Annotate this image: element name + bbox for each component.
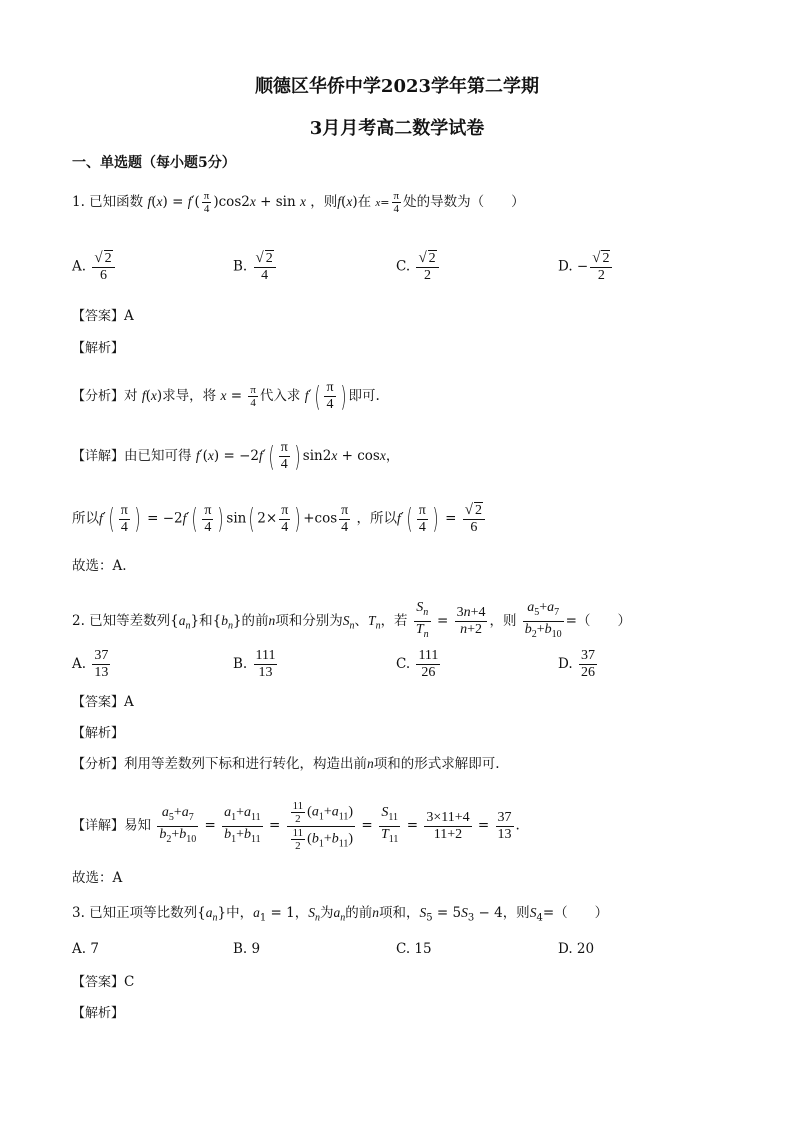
question-3-stem: 3. 已知正项等比数列$\{a_n\}$中，$a_1 = 1$，$S_n$为$a_n$的前n项和，$S_5 = 5S_3 - 4$，则$S_4=$（ ）	[72, 905, 609, 924]
q1-jiexi: 【解析】	[72, 341, 125, 356]
q3-option-c[interactable]: C. 15	[396, 941, 432, 957]
q1-answer: 【答案】A	[72, 308, 134, 324]
q3-option-b[interactable]: B. 9	[233, 941, 261, 957]
q2-xiangjie: 【详解】易知 $\frac{a_5+a_7}{b_2+b_{10}}$ = $\frac{a_1+a_{11}}{b_1+b_{11}}$ = $\frac{11}{2}$ $(a_1+a_{11})$ $\frac{11}{2}$ $(b_1+b_{11})$ = $\frac{S_{11}}{T_{11}}$ = $\frac{3\times 11+4}{11+2}$ = $\frac{37}{13}$ .	[72, 800, 520, 852]
q2-answer: 【答案】A	[72, 694, 134, 710]
section-heading: 一、单选题（每小题5分）	[72, 155, 236, 171]
q1-choose: 故选：A.	[72, 558, 127, 574]
q3-option-a[interactable]: A. 7	[72, 941, 99, 957]
q1-derivation: 所以f′( $\frac{\pi}{4}$ ) = −2f′( $\frac{\pi}{4}$ ) sin( 2× $\frac{\pi}{4}$ ) +cos $\frac{\pi}{4}$ ，所以f′( $\frac{\pi}{4}$ ) = $\frac{√ 2}{6}$	[72, 502, 487, 536]
q2-choose: 故选：A	[72, 870, 123, 886]
q1-fenxi: 【分析】对 f(x)求导，将 x = $\frac{\pi}{4}$ 代入求 f′( $\frac{\pi}{4}$ ) 即可.	[72, 379, 380, 413]
q1-option-c[interactable]: C. $\frac{√ 2}{2}$	[396, 250, 441, 284]
q3-jiexi: 【解析】	[72, 1006, 125, 1021]
q2-option-a[interactable]: A. $\frac{37}{13}$	[72, 648, 109, 680]
q2-option-d[interactable]: D. $\frac{37}{26}$	[558, 648, 595, 680]
q2-option-b[interactable]: B. $\frac{111}{13}$	[233, 648, 276, 680]
question-2-stem: 2. 已知等差数列$\{a_n\}$和$\{b_n\}$的前n项和分别为$S_n$、$T_n$，若 $\frac{S_n}{T_n}$ = $\frac{3n+4}{n+2}$ ，则 $\frac{a_5+a_7}{b_2+b_{10}}$ =（ ）	[72, 600, 631, 640]
q1-option-d[interactable]: D. − $\frac{√ 2}{2}$	[558, 250, 614, 284]
question-1-stem: 1. 已知函数 f(x) = f′( $\frac{\pi}{4}$ )cos2x + sin x ，则f(x)在 x= $\frac{\pi}{4}$ 处的导数为（ ）	[72, 190, 525, 215]
q2-jiexi: 【解析】	[72, 726, 125, 741]
document-title: 顺德区华侨中学2023学年第二学期	[254, 76, 540, 97]
q1-xiangjie: 【详解】由已知可得 f′(x) = −2f′( $\frac{\pi}{4}$ ) sin2x + cosx，	[72, 439, 400, 473]
q2-option-c[interactable]: C. $\frac{111}{26}$	[396, 648, 439, 680]
q3-option-d[interactable]: D. 20	[558, 941, 595, 957]
q2-fenxi: 【分析】利用等差数列下标和进行转化，构造出前n项和的形式求解即可.	[72, 756, 500, 772]
q3-answer: 【答案】C	[72, 974, 135, 990]
document-subtitle: 3月月考高二数学试卷	[309, 118, 485, 139]
q1-option-a[interactable]: A. $\frac{√ 2}{6}$	[72, 250, 117, 284]
q1-option-b[interactable]: B. $\frac{√ 2}{4}$	[233, 250, 278, 284]
